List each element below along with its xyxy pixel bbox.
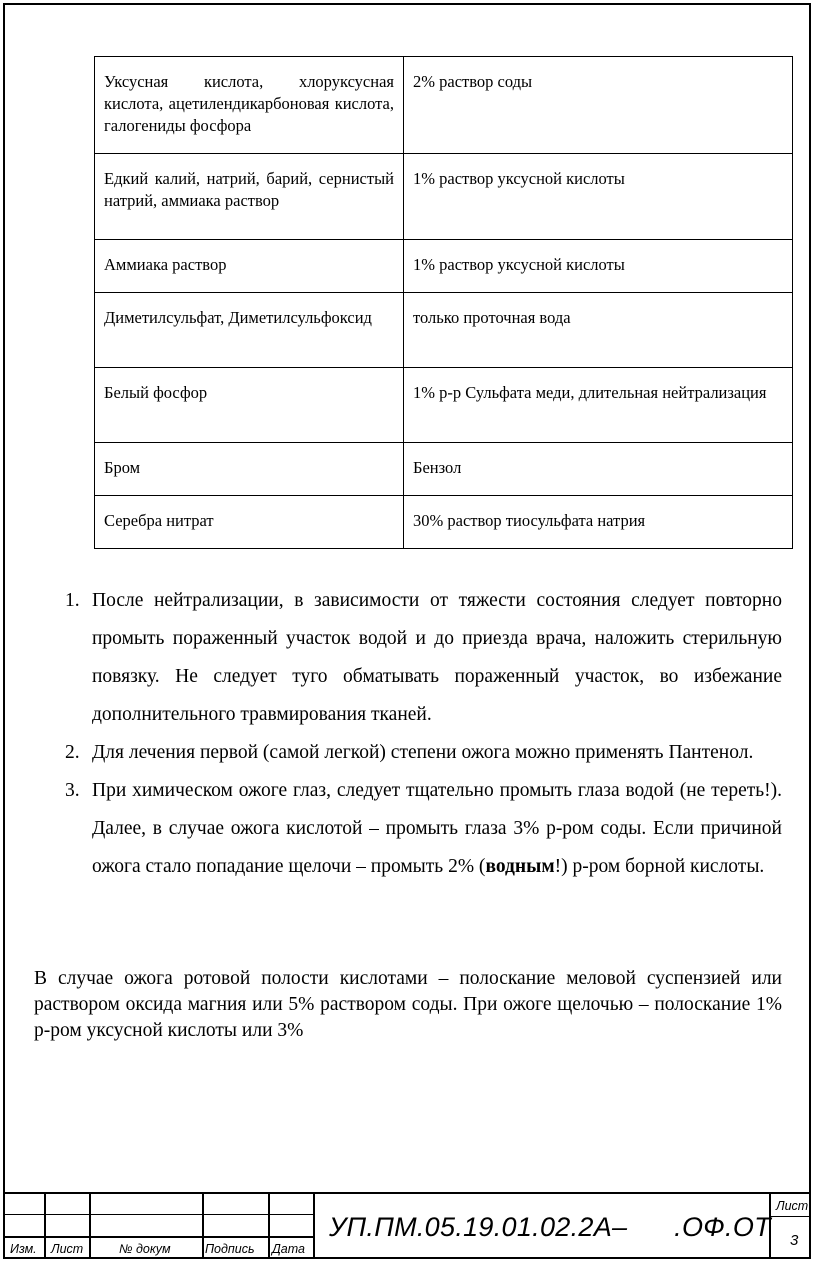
- stamp-label-date: Дата: [272, 1242, 305, 1256]
- substance-cell: Бром: [95, 443, 404, 496]
- list-item-text: Для лечения первой (самой легкой) степени ожога можно применять Пантенол.: [92, 742, 754, 763]
- list-item-number: 2.: [65, 742, 80, 763]
- list-item: [60, 582, 782, 734]
- neutralizer-cell: 2% раствор соды: [404, 57, 793, 154]
- table-row: [95, 57, 793, 154]
- list-item: [60, 772, 782, 886]
- list-item-text: После нейтрализации, в зависимости от тяжести состояния следует повторно промыть пораженный участок водой и до приезда врача, наложить стерильную повязку. Не следует туго обматывать пораженный участок, во избежание дополнительного травмирования тканей.: [92, 590, 782, 725]
- document-code: УП.ПМ.05.19.01.02.2А– .ОФ.ОТ: [329, 1212, 771, 1242]
- table-row: [95, 293, 793, 368]
- list-item-text-part: !) р-ром борной кислоты.: [554, 856, 765, 877]
- list-item-number: 1.: [65, 590, 80, 611]
- neutralizer-cell: 1% раствор уксусной кислоты: [404, 154, 793, 240]
- list-item-text: [92, 772, 782, 886]
- title-block-stamp: [3, 1192, 811, 1259]
- table-row: [95, 154, 793, 240]
- substance-cell: Белый фосфор: [95, 368, 404, 443]
- stamp-label-sheet: Лист: [51, 1242, 84, 1256]
- table-row: [95, 240, 793, 293]
- neutralizer-cell: 30% раствор тиосульфата натрия: [404, 496, 793, 549]
- substance-cell: Аммиака раствор: [95, 240, 404, 293]
- list-item-number: 3.: [65, 780, 80, 801]
- neutralizer-cell: только проточная вода: [404, 293, 793, 368]
- table-row: [95, 368, 793, 443]
- sheet-number: 3: [790, 1232, 799, 1249]
- neutralizer-cell: Бензол: [404, 443, 793, 496]
- table-row: [95, 496, 793, 549]
- list-item-text-part: При химическом ожоге глаз, следует тщательно промыть глаза водой (не тереть!). Далее, в случае ожога кислотой – промыть глаза 3% р-ром соды. Если причиной ожога стало попадание щелочи – промыть 2% (: [92, 780, 782, 877]
- oral-burn-paragraph: В случае ожога ротовой полости кислотами – полоскание меловой суспензией или раствором оксида магния или 5% раствором соды. При ожоге щелочью – полоскание 1% р-ром уксусной кислоты или 3%: [34, 968, 782, 1041]
- stamp-label-signature: Подпись: [205, 1242, 255, 1256]
- stamp-label-doc-number: № докум: [119, 1242, 171, 1256]
- neutralization-table: [94, 56, 793, 549]
- stamp-label-change: Изм.: [10, 1242, 37, 1256]
- substance-cell: Уксусная кислота, хлоруксусная кислота, ацетилендикарбоновая кислота, галогениды фосфора: [95, 57, 404, 154]
- substance-cell: Едкий калий, натрий, барий, сернистый натрий, аммиака раствор: [95, 154, 404, 240]
- substance-cell: Серебра нитрат: [95, 496, 404, 549]
- bold-word: водным: [485, 856, 555, 877]
- neutralizer-cell: 1% раствор уксусной кислоты: [404, 240, 793, 293]
- list-item: [60, 734, 782, 772]
- substance-cell: Диметилсульфат, Диметилсульфоксид: [95, 293, 404, 368]
- table-row: [95, 443, 793, 496]
- sheet-label: Лист: [776, 1199, 809, 1213]
- instruction-list: [60, 582, 782, 886]
- neutralizer-cell: 1% р-р Сульфата меди, длительная нейтрализация: [404, 368, 793, 443]
